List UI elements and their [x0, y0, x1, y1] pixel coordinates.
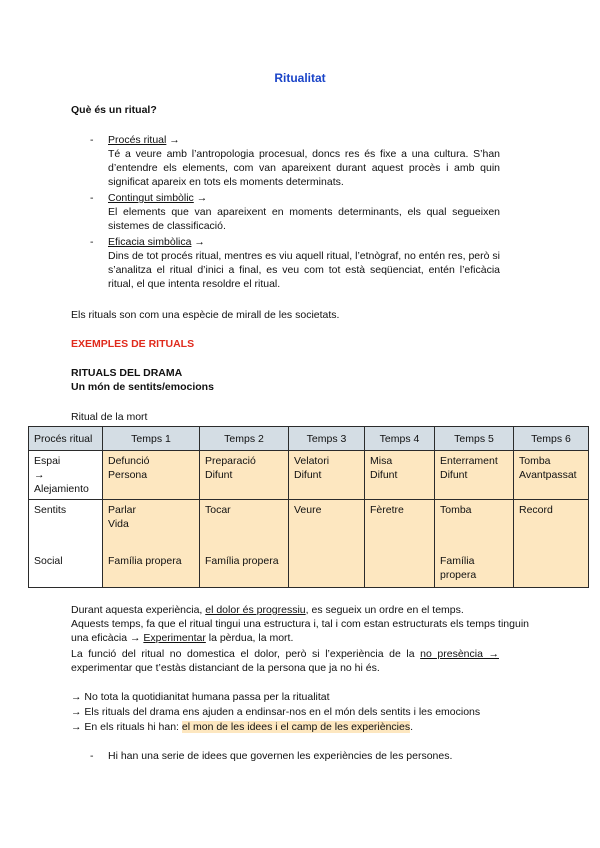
bullet-dash: -	[90, 134, 94, 146]
ritual-table	[28, 426, 589, 588]
table-cell: Preparació Difunt	[200, 451, 289, 500]
term-description: Té a veure amb l’antropologia procesual, doncs res és fixe a una cultura. S’han d’entendre els elements, com van apareixent durant aquest procès i amb quin significat apareix en tots els moments determinats.	[108, 148, 500, 188]
table-row-sentits-social	[29, 500, 589, 588]
term-contingut-simbolic	[108, 191, 207, 205]
table-row-espai	[29, 451, 589, 500]
table-cell: Veure	[289, 500, 365, 588]
table-cell: Record	[514, 500, 589, 588]
header-cell: Procés ritual	[29, 427, 103, 451]
term-eficacia-simbolica	[108, 235, 205, 249]
table-cell: Tomba Avantpassat	[514, 451, 589, 500]
table-caption: Ritual de la mort	[71, 411, 148, 423]
bullet-dash: -	[90, 236, 94, 248]
subheading-mon-sentits: Un món de sentits/emocions	[71, 381, 214, 393]
subheading-rituals-drama: RITUALS DEL DRAMA	[71, 367, 183, 379]
table-cell: Misa Difunt	[365, 451, 435, 500]
arrow: →	[193, 192, 208, 204]
header-cell: Temps 5	[435, 427, 514, 451]
bullet-text: Hi han una serie de idees que governen les experiències de les persones.	[108, 750, 453, 762]
arrow: →	[191, 236, 205, 248]
table-cell: Defunció Persona	[103, 451, 200, 500]
term-description: Dins de tot procés ritual, mentres es viu aquell ritual, l’etnògraf, no entén res, però si s’analitza el ritual d’inici a final, es veu com tot està seqüenciat, entén l’eficàcia ritual, el que intenta resoldre el ritual.	[108, 250, 500, 290]
table-cell: Enterrament Difunt	[435, 451, 514, 500]
arrow-line-1: → No tota la quotidianitat humana passa per la ritualitat	[71, 691, 330, 703]
header-cell: Temps 2	[200, 427, 289, 451]
term-description: El elements que van apareixent en moments determinants, els qual segueixen sistemes de classificació.	[108, 206, 500, 232]
row-label: Sentits Social	[29, 500, 103, 588]
highlight: el mon de les idees i el camp de les experiències	[181, 721, 411, 733]
term-label: Eficacia simbòlica	[108, 236, 192, 248]
table-cell: Tomba Família propera	[435, 500, 514, 588]
arrow-line-3: → En els rituals hi han: el mon de les idees i el camp de les experiències.	[71, 721, 414, 733]
paragraph-temps: Aquests temps, fa que el ritual tingui una estructura i, tal i com estan estructurats els temps tinguin una eficàcia → Experimentar la pèrdua, la mort.	[71, 618, 529, 644]
page-title: Ritualitat	[274, 71, 326, 85]
term-label: Contingut simbòlic	[108, 192, 194, 204]
closing-paragraph: Els rituals son com una espècie de mirall de les societats.	[71, 309, 340, 321]
row-label: Espai → Alejamiento	[29, 451, 103, 500]
table-cell: Parlar Vida Família propera	[103, 500, 200, 588]
arrow-line-2: → Els rituals del drama ens ajuden a endinsar-nos en el món dels sentits i les emocions	[71, 706, 481, 718]
section-heading-ritual: Què és un ritual?	[71, 104, 157, 116]
table-cell: Fèretre	[365, 500, 435, 588]
arrow: →	[166, 134, 180, 146]
paragraph-funcio: La funció del ritual no domestica el dolor, però si l’experiència de la no presència → experimentar que t’estàs distanciant de la persona que ja no hi és.	[71, 648, 499, 674]
table-cell: Tocar Família propera	[200, 500, 289, 588]
header-cell: Temps 1	[103, 427, 200, 451]
table-header-row	[29, 427, 589, 451]
bullet-dash: -	[90, 192, 94, 204]
term-proces-ritual	[108, 133, 180, 147]
bullet-dash: -	[90, 750, 94, 762]
term-label: Procés ritual	[108, 134, 167, 146]
paragraph-dolor: Durant aquesta experiència, el dolor és progressiu, es segueix un ordre en el temps.	[71, 604, 464, 616]
table-cell: Velatori Difunt	[289, 451, 365, 500]
header-cell: Temps 4	[365, 427, 435, 451]
section-heading-exemples: EXEMPLES DE RITUALS	[71, 338, 195, 350]
header-cell: Temps 6	[514, 427, 589, 451]
header-cell: Temps 3	[289, 427, 365, 451]
